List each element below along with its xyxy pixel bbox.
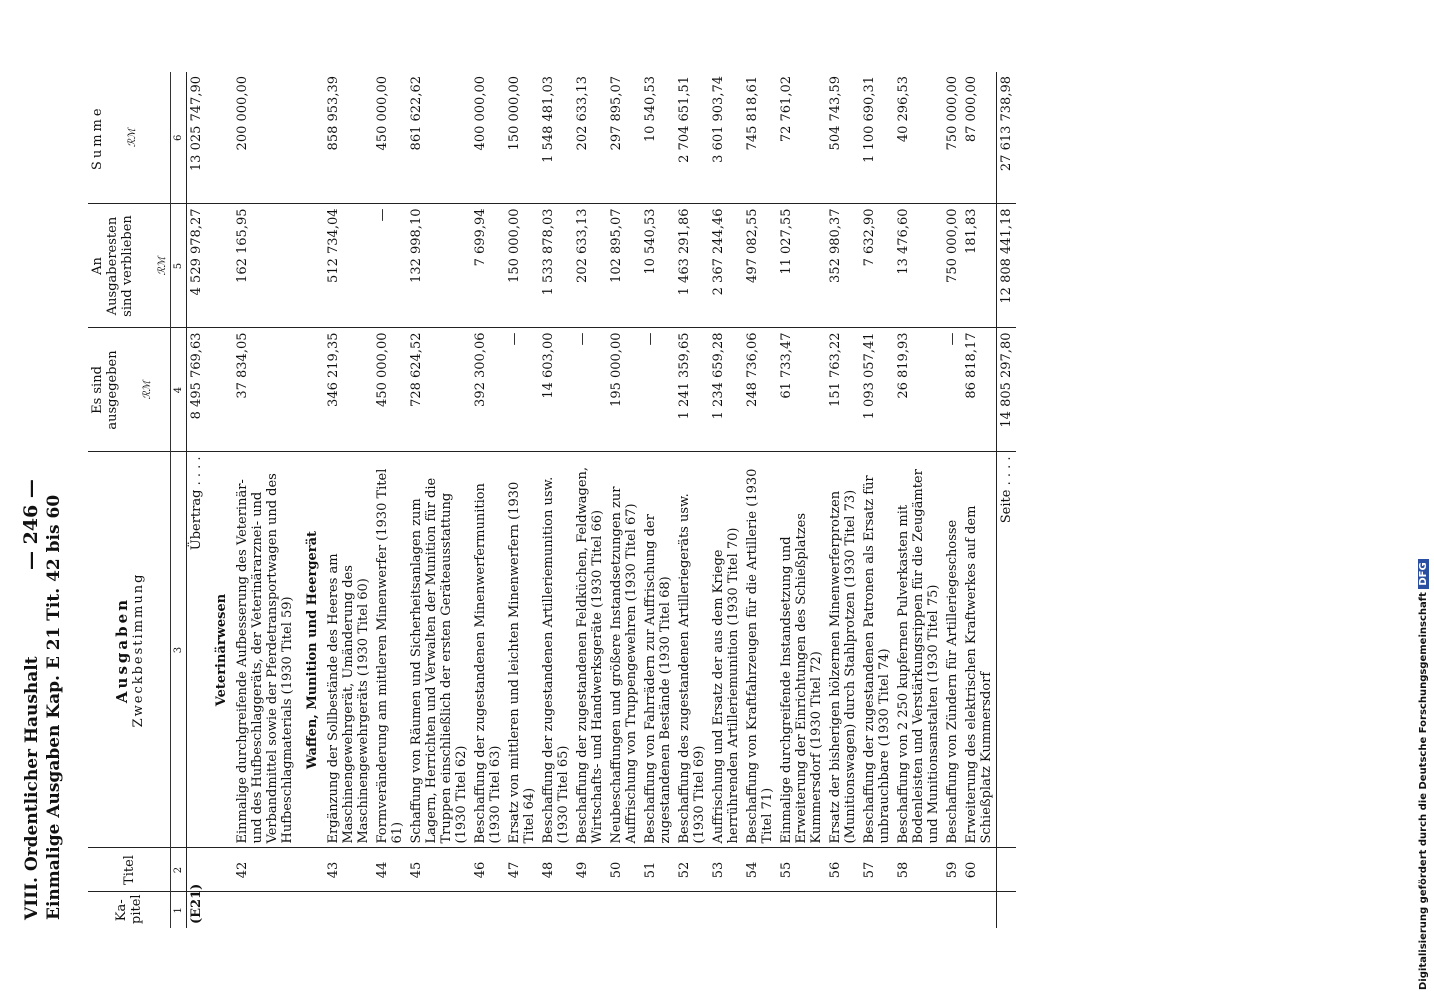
row-titel: 45	[407, 848, 471, 892]
row-titel: 55	[777, 848, 826, 892]
row-titel: 47	[505, 848, 539, 892]
row-text: Beschaffung der zugestandenen Patronen als Ersatz für unbrauchbare (1930 Titel 74)	[860, 452, 894, 848]
row-titel: 60	[962, 848, 997, 892]
col-reste-label: An Ausgaberesten sind verblieben	[90, 215, 135, 317]
table-row	[826, 72, 860, 928]
row-ausgegeben: 392 300,06	[471, 328, 505, 452]
col-ausgegeben-label: Es sind ausgegeben	[90, 350, 120, 430]
row-reste: 132 998,10	[407, 204, 471, 328]
empty-cell	[297, 848, 324, 892]
row-titel: 49	[573, 848, 607, 892]
row-summe: 858 953,39	[324, 72, 373, 204]
row-summe: 200 000,00	[233, 72, 297, 204]
empty-cell	[206, 848, 233, 892]
row-ausgegeben: 26 819,93	[894, 328, 943, 452]
table-row	[539, 72, 573, 928]
row-summe: 861 622,62	[407, 72, 471, 204]
col-summe-unit: ℛℳ	[127, 128, 138, 148]
row-text: Neubeschaffungen und größere Instandsetzungen zur Auffrischung von Truppengewehren (1930 Titel 67)	[607, 452, 641, 848]
seite-label: Seite . . . .	[997, 452, 1017, 848]
row-reste: 750 000,00	[943, 204, 962, 328]
row-reste: 13 476,60	[894, 204, 943, 328]
row-reste: 162 165,95	[233, 204, 297, 328]
col-ausgaben	[88, 452, 171, 848]
seite-reste: 12 808 441,18	[997, 204, 1017, 328]
empty-cell	[206, 892, 233, 928]
empty-cell	[943, 892, 962, 928]
empty-cell	[675, 892, 709, 928]
col-reste	[88, 204, 171, 328]
empty-cell	[709, 892, 743, 928]
row-text: Beschaffung von Zündern für Artilleriegeschosse	[943, 452, 962, 848]
empty-cell	[894, 892, 943, 928]
table-row	[505, 72, 539, 928]
row-reste: 10 540,53	[641, 204, 675, 328]
row-reste: 352 980,37	[826, 204, 860, 328]
row-titel: 44	[373, 848, 407, 892]
row-reste: 150 000,00	[505, 204, 539, 328]
row-text: Beschaffung der zugestandenen Artilleriemunition usw. (1930 Titel 65)	[539, 452, 573, 848]
table-row	[607, 72, 641, 928]
row-titel: 58	[894, 848, 943, 892]
row-reste: 7 632,90	[860, 204, 894, 328]
empty-cell	[297, 72, 324, 204]
table-row	[675, 72, 709, 928]
row-text: Beschaffung der zugestandenen Minenwerfermunition (1930 Titel 63)	[471, 452, 505, 848]
empty-cell	[407, 892, 471, 928]
row-text: Beschaffung der zugestandenen Feldküchen, Feldwagen, Wirtschafts- und Handwerksgeräte (1930 Titel 66)	[573, 452, 607, 848]
row-summe: 150 000,00	[505, 72, 539, 204]
row-titel: 42	[233, 848, 297, 892]
section-heading: Waffen, Munition und Heergerät	[297, 452, 324, 848]
dfg-badge: DFG	[1418, 559, 1429, 588]
row-text: Beschaffung des zugestandenen Artilleriegeräts usw. (1930 Titel 69)	[675, 452, 709, 848]
row-reste: 2 367 244,46	[709, 204, 743, 328]
dfg-credit	[1418, 90, 1434, 990]
row-reste: 102 895,07	[607, 204, 641, 328]
table-row	[471, 72, 505, 928]
row-titel: 56	[826, 848, 860, 892]
idx-5: 5	[171, 204, 187, 328]
table-row	[407, 72, 471, 928]
table-row	[943, 72, 962, 928]
uebertrag-summe: 13 025 747,90	[187, 72, 207, 204]
row-ausgegeben: 37 834,05	[233, 328, 297, 452]
row-titel: 59	[943, 848, 962, 892]
row-summe: 297 895,07	[607, 72, 641, 204]
row-text: Ergänzung der Sollbestände des Heeres am Maschinengewehrgerät, Umänderung des Maschinengewehrgeräts (1930 Titel 60)	[324, 452, 373, 848]
row-ausgegeben: 86 818,17	[962, 328, 997, 452]
empty-cell	[206, 204, 233, 328]
row-text: Formveränderung am mittleren Minenwerfer (1930 Titel 61)	[373, 452, 407, 848]
row-ausgegeben: —	[505, 328, 539, 452]
row-summe: 1 100 690,31	[860, 72, 894, 204]
row-text: Einmalige durchgreifende Instandsetzung und Erweiterung der Einrichtungen des Schießplatzes Kummersdorf (1930 Titel 72)	[777, 452, 826, 848]
col-ausgaben-title: Ausgaben	[112, 596, 131, 704]
row-ausgegeben: 1 093 057,41	[860, 328, 894, 452]
seite-ausgegeben: 14 805 297,80	[997, 328, 1017, 452]
empty-cell	[324, 892, 373, 928]
empty-cell	[641, 892, 675, 928]
row-summe: 504 743,59	[826, 72, 860, 204]
idx-1: 1	[171, 892, 187, 928]
section-row	[206, 72, 233, 928]
row-text: Erweiterung des elektrischen Kraftwerkes auf dem Schießplatz Kummersdorf	[962, 452, 997, 848]
row-titel: 52	[675, 848, 709, 892]
col-reste-unit: ℛℳ	[157, 256, 168, 276]
table-row	[233, 72, 297, 928]
col-titel: Titel	[88, 848, 171, 892]
idx-4: 4	[171, 328, 187, 452]
row-ausgegeben: 1 234 659,28	[709, 328, 743, 452]
row-reste: 1 533 878,03	[539, 204, 573, 328]
table-row	[324, 72, 373, 928]
table-row	[860, 72, 894, 928]
empty-cell	[297, 328, 324, 452]
row-text: Einmalige durchgreifende Aufbesserung des Veterinär- und des Hufbeschlaggeräts, der Veterinärarznei- und Verbandmittel sowie der Pferdetransportwagen und des Hufbeschlagmaterials (1930 Titel 59)	[233, 452, 297, 848]
uebertrag-row	[187, 72, 207, 928]
row-summe: 750 000,00	[943, 72, 962, 204]
row-ausgegeben: —	[943, 328, 962, 452]
empty-cell	[826, 892, 860, 928]
uebertrag-label: Übertrag . . . .	[187, 452, 207, 848]
row-reste: 512 734,04	[324, 204, 373, 328]
row-titel: 54	[743, 848, 777, 892]
empty-cell	[997, 892, 1017, 928]
row-text: Beschaffung von Kraftfahrzeugen für die Artillerie (1930 Titel 71)	[743, 452, 777, 848]
row-summe: 450 000,00	[373, 72, 407, 204]
empty-cell	[860, 892, 894, 928]
row-summe: 3 601 903,74	[709, 72, 743, 204]
dfg-credit-text: Digitalisierung gefördert durch die Deutsche Forschungsgemeinschaft	[1418, 592, 1429, 990]
empty-cell	[471, 892, 505, 928]
table-row	[962, 72, 997, 928]
uebertrag-reste: 4 529 978,27	[187, 204, 207, 328]
col-summe	[88, 72, 171, 204]
uebertrag-ausgegeben: 8 495 769,63	[187, 328, 207, 452]
row-titel: 51	[641, 848, 675, 892]
header-line1: VIII. Ordentlicher Haushalt	[22, 656, 42, 920]
row-summe: 400 000,00	[471, 72, 505, 204]
row-reste: 202 633,13	[573, 204, 607, 328]
col-summe-label: Summe	[90, 105, 105, 171]
idx-3: 3	[171, 452, 187, 848]
col-ausgegeben	[88, 328, 171, 452]
row-ausgegeben: —	[641, 328, 675, 452]
budget-table	[88, 72, 1016, 928]
row-reste: —	[373, 204, 407, 328]
table-row	[709, 72, 743, 928]
row-ausgegeben: 728 624,52	[407, 328, 471, 452]
row-reste: 7 699,94	[471, 204, 505, 328]
row-summe: 40 296,53	[894, 72, 943, 204]
empty-cell	[505, 892, 539, 928]
empty-cell	[297, 204, 324, 328]
row-titel: 53	[709, 848, 743, 892]
empty-cell	[297, 892, 324, 928]
empty-cell	[373, 892, 407, 928]
row-ausgegeben: —	[573, 328, 607, 452]
table-row	[573, 72, 607, 928]
col-zweck: Zweckbestimmung	[130, 572, 146, 728]
row-text: Auffrischung und Ersatz der aus dem Kriege herrührenden Artilleriemunition (1930 Titel 70)	[709, 452, 743, 848]
empty-cell	[573, 892, 607, 928]
row-text: Beschaffung von 2 250 kupfernen Pulverkasten mit Bodenleisten und Verstärkungsrippen für die Zeugämter und Munitionsanstalten (1930 Titel 75)	[894, 452, 943, 848]
table-row	[894, 72, 943, 928]
row-summe: 202 633,13	[573, 72, 607, 204]
table-row	[373, 72, 407, 928]
section-heading: Veterinärwesen	[206, 452, 233, 848]
row-summe: 72 761,02	[777, 72, 826, 204]
empty-cell	[206, 72, 233, 204]
header-line2: Einmalige Ausgaben Kap. E 21 Tit. 42 bis 60	[44, 494, 64, 920]
row-ausgegeben: 248 736,06	[743, 328, 777, 452]
section-row	[297, 72, 324, 928]
row-titel: 43	[324, 848, 373, 892]
kapitel-label: (E21)	[189, 883, 204, 924]
row-reste: 497 082,55	[743, 204, 777, 328]
row-ausgegeben: 450 000,00	[373, 328, 407, 452]
row-ausgegeben: 151 763,22	[826, 328, 860, 452]
row-titel: 48	[539, 848, 573, 892]
row-text: Ersatz von mittleren und leichten Minenwerfern (1930 Titel 64)	[505, 452, 539, 848]
col-ausgegeben-unit: ℛℳ	[142, 380, 153, 400]
empty-cell	[743, 892, 777, 928]
row-titel: 57	[860, 848, 894, 892]
row-text: Ersatz der bisherigen hölzernen Minenwerferprotzen (Munitionswagen) durch Stahlprotzen (1930 Titel 73)	[826, 452, 860, 848]
row-reste: 11 027,55	[777, 204, 826, 328]
row-text: Schaffung von Räumen und Sicherheitsanlagen zum Lagern, Herrichten und Verwalten der Munition für die Truppen einschließlich der ersten Geräteausstattung (1930 Titel 62)	[407, 452, 471, 848]
empty-cell	[233, 892, 297, 928]
empty-cell	[206, 328, 233, 452]
table-row	[743, 72, 777, 928]
row-text: Beschaffung von Fahrrädern zur Auffrischung der zugestandenen Bestände (1930 Titel 68)	[641, 452, 675, 848]
row-ausgegeben: 1 241 359,65	[675, 328, 709, 452]
row-summe: 10 540,53	[641, 72, 675, 204]
row-ausgegeben: 346 219,35	[324, 328, 373, 452]
row-ausgegeben: 61 733,47	[777, 328, 826, 452]
row-summe: 87 000,00	[962, 72, 997, 204]
page-number: — 246 —	[20, 479, 42, 570]
row-summe: 745 818,61	[743, 72, 777, 204]
row-summe: 1 548 481,03	[539, 72, 573, 204]
col-kapitel: Ka-pitel	[88, 892, 171, 928]
table-row	[641, 72, 675, 928]
empty-cell	[962, 892, 997, 928]
row-ausgegeben: 14 603,00	[539, 328, 573, 452]
empty-cell	[539, 892, 573, 928]
empty-cell	[997, 848, 1017, 892]
empty-cell	[777, 892, 826, 928]
idx-2: 2	[171, 848, 187, 892]
seite-row	[997, 72, 1017, 928]
row-summe: 2 704 651,51	[675, 72, 709, 204]
row-titel: 46	[471, 848, 505, 892]
table-row	[777, 72, 826, 928]
row-reste: 181,83	[962, 204, 997, 328]
row-reste: 1 463 291,86	[675, 204, 709, 328]
idx-6: 6	[171, 72, 187, 204]
empty-cell	[607, 892, 641, 928]
row-ausgegeben: 195 000,00	[607, 328, 641, 452]
seite-summe: 27 613 738,98	[997, 72, 1017, 204]
row-titel: 50	[607, 848, 641, 892]
